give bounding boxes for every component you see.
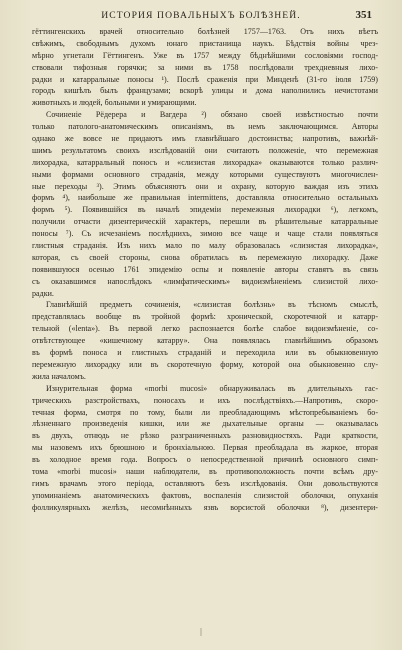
text-line: поносы ⁷). Съ исчезаніемъ послѣднихъ, зимою все чаще и чаще стали появляться bbox=[32, 229, 378, 239]
text-line: отвѣтствующее «кишечному катарру». Она появлялась главнѣйшимъ образомъ bbox=[32, 336, 378, 346]
text-line: Сочиненіе Рёдерера и Вагдера ²) обязано своей извѣстностью почти bbox=[46, 110, 378, 120]
text-line: гимъ врачамъ этого періода, оставляютъ безъ изслѣдованія. Они довольствуются bbox=[32, 478, 378, 488]
text-line: гёттингенскихъ врачей относительно болѣзней 1757—1763. Отъ нихъ вѣетъ bbox=[32, 27, 378, 36]
text-line: съ оказавшимся напослѣдокъ «лимфатическимъ» видоизмѣненіемъ слизистой лихо- bbox=[32, 276, 378, 286]
text-line: въ холодное время года. Вопросъ о непосредственной причинѣ основного симп- bbox=[32, 455, 378, 465]
text-line: фолликулярныхъ желѣзъ, несомнѣнныхъ язвъ ворсистой оболочки ⁸), дизентери- bbox=[32, 502, 378, 512]
text-line: упоминаніемъ анатомическихъ фактовъ, воспаленія слизистой оболочки, опуханія bbox=[32, 490, 378, 500]
text-line: появившуюся осенью 1761 эпидемію оспы и появленіе авторы ставятъ въ связь bbox=[32, 264, 378, 274]
text-line: представлялась вообще въ тройной формѣ: хронической, скоротечной и катарр- bbox=[32, 312, 378, 322]
text-line: мѣрно угнетали Гёттингенъ. Уже въ 1757 между бѣднѣйшими сословіями господ- bbox=[32, 50, 378, 60]
text-line: въ формѣ поноса и глистныхъ страданій и переходила или въ обыкновенную bbox=[32, 348, 378, 358]
text-line: въ двухъ, отнюдь не рѣзко разграниченныхъ разновидностяхъ. Ради краткости, bbox=[32, 431, 378, 441]
page-header bbox=[0, 10, 402, 26]
text-line: лихорадка, катарральный поносъ и «слизистая лихорадка» оказываются только различ- bbox=[32, 157, 378, 167]
text-line: тома «morbi mucosi» наши наблюдатели, въ противоположность почти всѣмъ дру- bbox=[32, 466, 378, 476]
text-line: получили отчасти дизентерическій характеръ, перешли въ рѣшительные катарральные bbox=[32, 217, 378, 227]
text-line: Изнурительная форма «morbi mucosi» обнаруживалась въ длительныхъ гас- bbox=[46, 383, 378, 393]
text-line: которая, съ своей стороны, снова обратилась въ перемежную лихорадку. Даже bbox=[32, 252, 378, 262]
text-line: мы назовемъ ихъ брюшною и бронхіальною. Первая преобладала въ жаркое, вторая bbox=[32, 443, 378, 453]
text-line: глистныя страданія. Изъ нихъ мало по малу образовалась «слизистая лихорадка», bbox=[32, 241, 378, 251]
text-line: городъ кишѣлъ былъ французами; вскорѣ улицы и дома наполнились нечистотами bbox=[32, 86, 378, 96]
text-line: тельной («lenta»). Въ первой легко распознается болѣе слабое видоизмѣненіе, со- bbox=[32, 324, 378, 334]
text-line: однако же вовсе не придаютъ имъ главнѣйшаго достоинства; напротивъ, важнѣй- bbox=[32, 134, 378, 144]
body-text bbox=[32, 26, 378, 514]
text-line: ными формами основного страданія, между которыми существуютъ многочислен- bbox=[32, 169, 378, 179]
text-line: формъ ⁵). Появившійся въ началѣ эпидеміи перемежныя лихорадки ⁶), легкомъ, bbox=[32, 205, 378, 215]
text-line: свѣжимъ, свободнымъ духомъ юнаго пристанища наукъ. Бѣдствія войны чрез- bbox=[32, 38, 378, 48]
page-number: 351 bbox=[355, 9, 372, 21]
text-line: радки и катарральные поносы ¹). Послѣ сраженія при Минденѣ (31-го іюля 1759) bbox=[32, 74, 378, 84]
page-mark bbox=[200, 628, 202, 636]
text-line: Главнѣйшій предметъ сочиненія, «слизистая болѣзнь» въ тѣсномъ смыслѣ, bbox=[46, 300, 378, 310]
text-line: ствовали тифозныя горячки; за ними въ 1758 послѣдовали трехдневныя лихо- bbox=[32, 62, 378, 72]
text-line: перемежную лихорадку или въ скоротечную форму, которой она обыкновенно слу- bbox=[32, 359, 378, 369]
text-line: течная форма, смотря по тому, были ли преобладающимъ мѣстопребываніемъ бо- bbox=[32, 407, 378, 417]
text-line: только патолого-анатомическимъ описаніямъ, въ немъ заключающимся. Авторы bbox=[32, 122, 378, 132]
text-line: трическихъ разстройствахъ, поносахъ и ихъ послѣдствіяхъ.—Напротивъ, скоро- bbox=[32, 395, 378, 405]
running-head: ИСТОРИЯ ПОВАЛЬНЫХЪ БОЛѢЗНЕЙ. bbox=[101, 10, 301, 21]
text-line: шимъ результатомъ своихъ изслѣдованій они считаютъ положеніе, что перемежная bbox=[32, 145, 378, 155]
text-line: жила началомъ. bbox=[32, 371, 86, 381]
text-line: формъ ⁴), наибольше же правильная intermittens, доставляла относительно остальныхъ bbox=[32, 193, 378, 203]
text-line: ные переходы ³). Этимъ объясняютъ они и охрану, которую важдая изъ этихъ bbox=[32, 181, 378, 191]
text-line: лѣзненнаго произведенія кишки, или же дыхательные органы — оказывалась bbox=[32, 419, 378, 429]
text-line: радки. bbox=[32, 288, 54, 298]
text-line: животныхъ и людей, больными и умирающими. bbox=[32, 98, 197, 108]
